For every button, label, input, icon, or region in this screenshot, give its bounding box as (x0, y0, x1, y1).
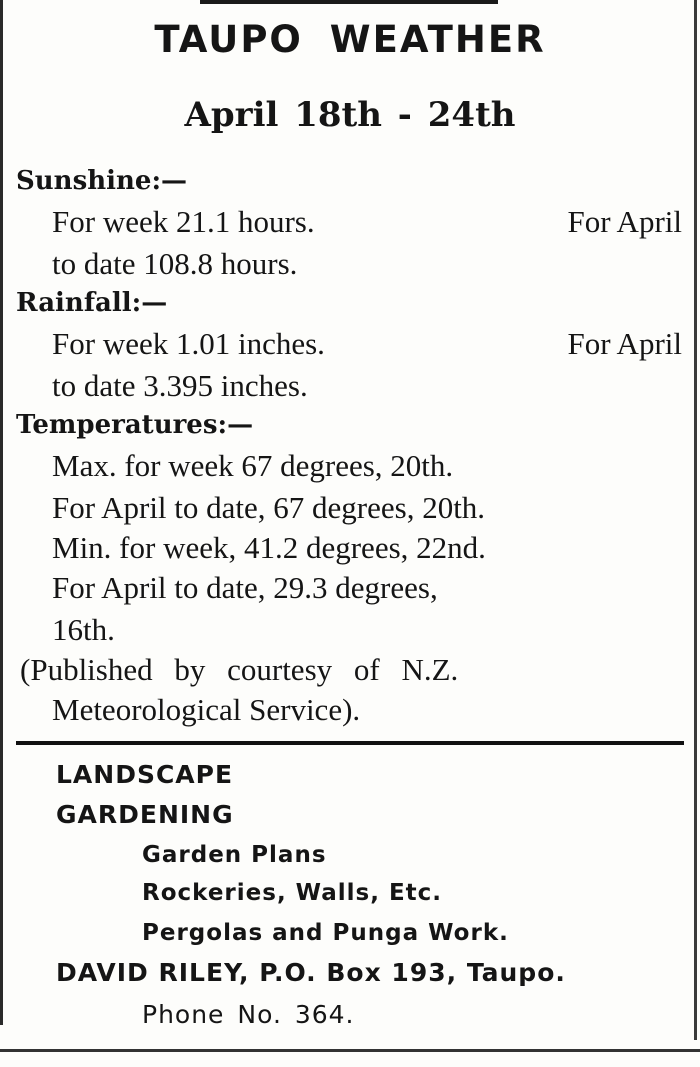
left-border (0, 0, 3, 1025)
sunshine-line-2: to date 108.8 hours. (52, 246, 298, 281)
rainfall-line-2: to date 3.395 inches. (52, 368, 308, 403)
sunshine-line-1 (52, 202, 682, 242)
credit-line-1: (Published by courtesy of N.Z. (20, 652, 459, 687)
ad-item-pergolas: Pergolas and Punga Work. (142, 920, 509, 946)
weather-dates: April 18th - 24th (184, 95, 516, 135)
temperatures-line-4: For April to date, 29.3 degrees, (52, 570, 438, 605)
ad-contact: DAVID RILEY, P.O. Box 193, Taupo. (56, 958, 566, 987)
temperatures-heading: Temperatures:— (16, 410, 254, 440)
top-rule (200, 0, 498, 4)
temperatures-line-2: For April to date, 67 degrees, 20th. (52, 490, 486, 525)
right-border (694, 0, 697, 1040)
ad-heading-landscape: LANDSCAPE (56, 760, 234, 789)
sunshine-april-label: For April (567, 204, 682, 239)
credit-line-2: Meteorological Service). (52, 692, 361, 727)
temperatures-line-3: Min. for week, 41.2 degrees, 22nd. (52, 530, 486, 565)
ad-heading-gardening: GARDENING (56, 800, 234, 829)
rainfall-heading: Rainfall:— (16, 288, 168, 318)
section-divider (16, 741, 684, 745)
rainfall-line-1 (52, 324, 682, 364)
rainfall-week: For week 1.01 inches. (52, 326, 325, 361)
rainfall-april-label: For April (567, 326, 682, 361)
ad-phone: Phone No. 364. (142, 1000, 355, 1029)
ad-item-garden-plans: Garden Plans (142, 842, 327, 868)
ad-item-rockeries: Rockeries, Walls, Etc. (142, 880, 443, 906)
bottom-rule (0, 1049, 700, 1052)
temperatures-line-1: Max. for week 67 degrees, 20th. (52, 448, 454, 483)
sunshine-week: For week 21.1 hours. (52, 204, 315, 239)
weather-title: TAUPO WEATHER (154, 18, 546, 61)
sunshine-heading: Sunshine:— (16, 166, 188, 196)
temperatures-line-5: 16th. (52, 612, 115, 647)
